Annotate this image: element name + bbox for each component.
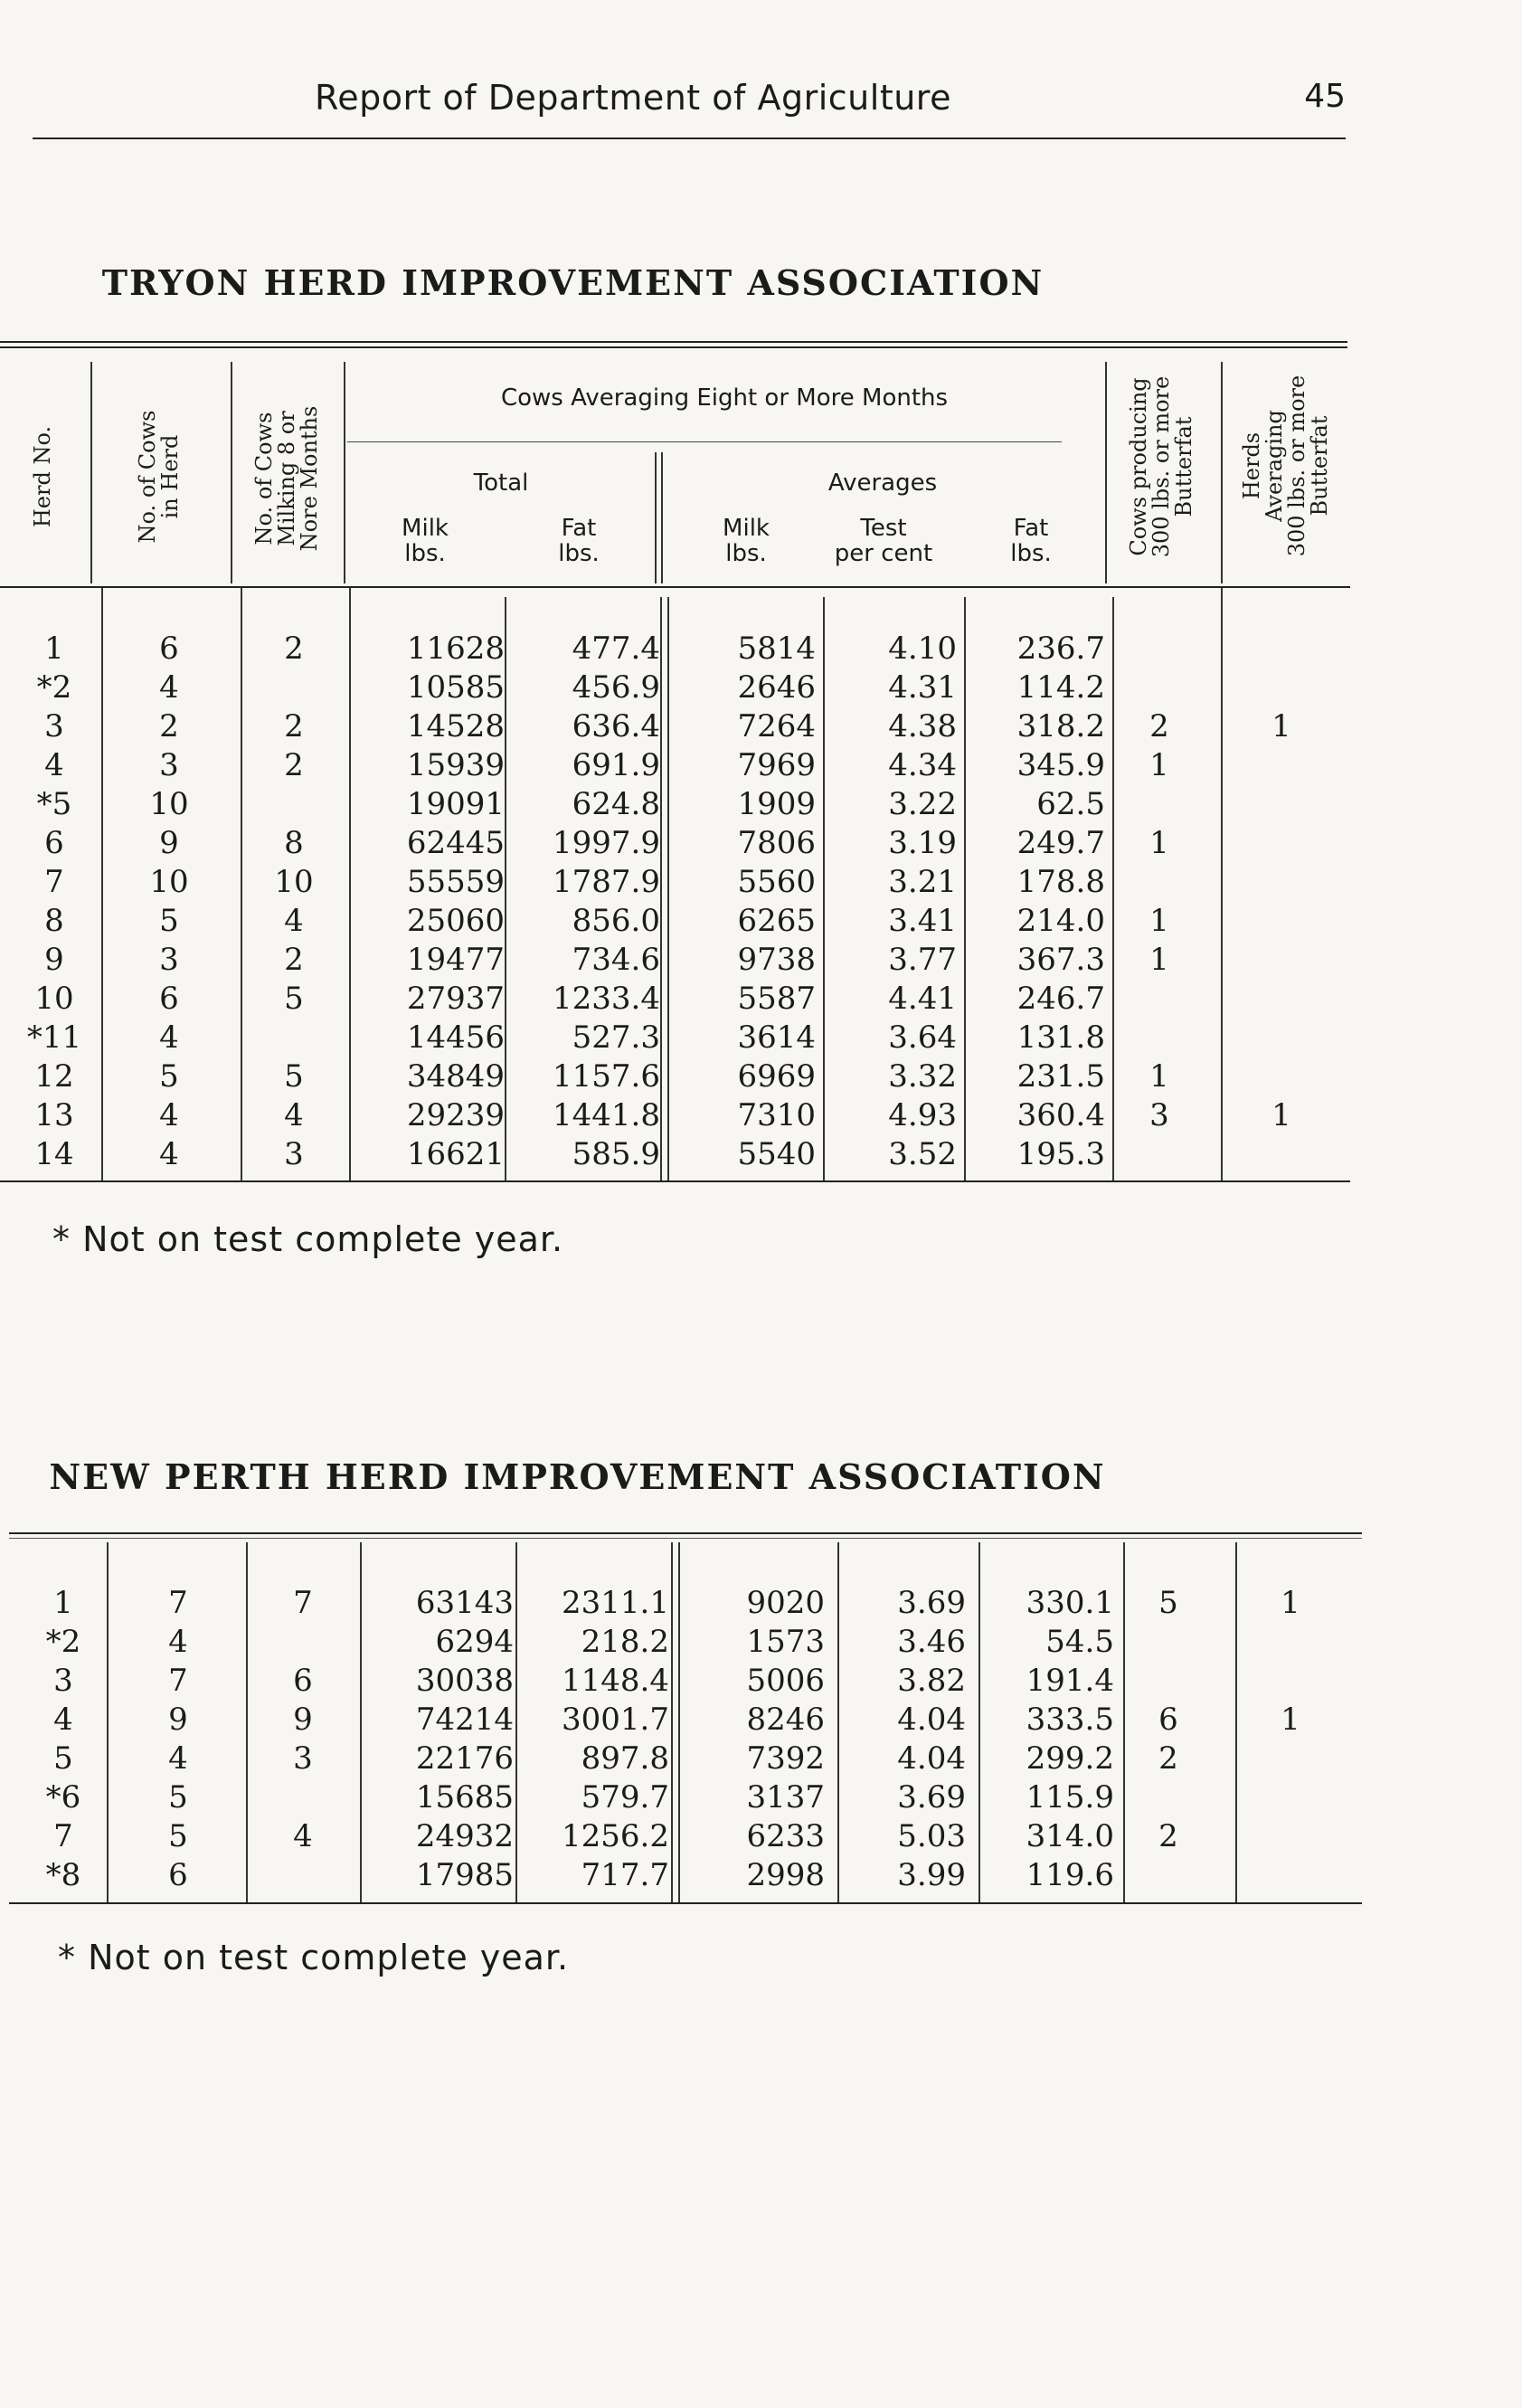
avg-fat-cell: 195.3 xyxy=(1016,1135,1105,1172)
avg-test-cell: 3.46 xyxy=(897,1623,966,1660)
cows-300-cell: 5 xyxy=(1158,1584,1178,1621)
herds-300-cell xyxy=(1223,1622,1358,1661)
header-rule-bottom xyxy=(0,586,1350,588)
avg-test-cell: 3.64 xyxy=(888,1019,957,1056)
cows-300-cell xyxy=(1105,862,1214,901)
cows-milking-cell: 9 xyxy=(293,1701,313,1738)
tryon-data xyxy=(9,629,1349,1173)
herd-no-cell: 7 xyxy=(53,1817,73,1854)
total-fat-cell: 456.9 xyxy=(572,668,660,706)
group-rule xyxy=(347,441,1062,442)
new-perth-data xyxy=(18,1583,1358,1894)
avg-milk-cell: 3137 xyxy=(746,1778,825,1815)
cows-300-cell: 1 xyxy=(1149,746,1169,783)
cows-300-cell: 2 xyxy=(1158,1817,1178,1854)
cows-in-herd-cell: 5 xyxy=(168,1778,188,1815)
cows-in-herd-cell: 2 xyxy=(159,707,179,744)
avg-fat-cell: 131.8 xyxy=(1016,1019,1105,1056)
cows-in-herd-cell: 5 xyxy=(168,1817,188,1854)
avg-fat-cell: 318.2 xyxy=(1016,707,1105,744)
avg-fat-cell: 236.7 xyxy=(1016,630,1105,667)
avg-fat-cell: 115.9 xyxy=(1026,1778,1114,1815)
cows-in-herd-cell: 4 xyxy=(159,1096,179,1133)
herds-300-cell xyxy=(1223,1778,1358,1816)
table-row xyxy=(9,706,1349,745)
cows-milking-cell: 2 xyxy=(284,941,304,978)
avg-test-cell: 3.52 xyxy=(888,1135,957,1172)
avg-milk-cell: 2646 xyxy=(737,668,816,706)
cows-in-herd-cell: 3 xyxy=(159,941,179,978)
total-fat-cell: 1148.4 xyxy=(562,1662,669,1699)
total-fat-cell: 624.8 xyxy=(572,785,660,822)
avg-milk-cell: 7310 xyxy=(737,1096,816,1133)
avg-fat-cell: 330.1 xyxy=(1026,1584,1114,1621)
total-fat-cell: 3001.7 xyxy=(562,1701,669,1738)
total-fat-cell: 856.0 xyxy=(572,902,660,939)
herd-no-cell: 4 xyxy=(44,746,64,783)
herds-300-cell xyxy=(1214,901,1349,940)
table-row xyxy=(9,901,1349,940)
herd-no-cell: 3 xyxy=(53,1662,73,1699)
herds-300-cell xyxy=(1214,979,1349,1018)
cows-milking-cell: 2 xyxy=(284,630,304,667)
herd-no-cell: 4 xyxy=(53,1701,73,1738)
avg-test-cell: 4.10 xyxy=(888,630,957,667)
herds-300-cell: 1 xyxy=(1281,1584,1300,1621)
avg-test-cell: 3.69 xyxy=(897,1584,966,1621)
running-head: Report of Department of Agriculture xyxy=(315,78,951,118)
herds-300-cell: 1 xyxy=(1271,707,1291,744)
herds-300-cell xyxy=(1214,1057,1349,1095)
avg-milk-cell: 5814 xyxy=(737,630,816,667)
avg-milk-cell: 7392 xyxy=(746,1740,825,1777)
cows-milking-cell: 5 xyxy=(284,980,304,1017)
avg-test-cell: 3.41 xyxy=(888,902,957,939)
avg-test-cell: 4.31 xyxy=(888,668,957,706)
avg-test-cell: 3.82 xyxy=(897,1662,966,1699)
avg-test-cell: 4.34 xyxy=(888,746,957,783)
avg-fat-cell: 114.2 xyxy=(1016,668,1105,706)
total-fat-cell: 579.7 xyxy=(581,1778,669,1815)
cows-in-herd-cell: 10 xyxy=(149,785,189,822)
total-fat-cell: 1256.2 xyxy=(562,1817,669,1854)
cows-milking-cell: 3 xyxy=(293,1740,313,1777)
avg-milk-cell: 9738 xyxy=(737,941,816,978)
avg-test-cell: 4.41 xyxy=(888,980,957,1017)
table-row xyxy=(18,1700,1358,1739)
table-row xyxy=(9,1018,1349,1057)
fat-header: Fat lbs. xyxy=(558,515,600,567)
table-row xyxy=(9,668,1349,706)
cows-milking-header: No. of Cows Milking 8 or Nore Months xyxy=(251,405,322,552)
page-header xyxy=(33,74,1346,139)
herd-no-cell: 1 xyxy=(53,1584,73,1621)
avg-fat-cell: 231.5 xyxy=(1016,1057,1105,1095)
herds-300-cell xyxy=(1214,1134,1349,1173)
total-milk-cell: 29239 xyxy=(406,1096,505,1133)
total-fat-cell: 1997.9 xyxy=(553,824,660,861)
avg-milk-cell: 3614 xyxy=(737,1019,816,1056)
herd-no-cell: *5 xyxy=(36,785,72,822)
total-milk-cell: 16621 xyxy=(406,1135,505,1172)
table-row xyxy=(18,1816,1358,1855)
cows-milking-cell: 7 xyxy=(293,1584,313,1621)
herd-no-cell: 7 xyxy=(44,863,64,900)
avg-milk-cell: 2998 xyxy=(746,1856,825,1893)
herd-no-cell: 14 xyxy=(34,1135,74,1172)
total-milk-cell: 19477 xyxy=(406,941,505,978)
herd-no-cell: 8 xyxy=(44,902,64,939)
avg-test-cell: 4.93 xyxy=(888,1096,957,1133)
cows-300-cell: 2 xyxy=(1158,1740,1178,1777)
avg-test-cell: 4.38 xyxy=(888,707,957,744)
total-milk-cell: 10585 xyxy=(406,668,505,706)
avg-fat-cell: 62.5 xyxy=(1036,785,1105,822)
cows-300-cell: 1 xyxy=(1149,902,1169,939)
avg-test-cell: 3.77 xyxy=(888,941,957,978)
avg-milk-cell: 6265 xyxy=(737,902,816,939)
herds-300-cell: 1 xyxy=(1281,1701,1300,1738)
table-row xyxy=(9,979,1349,1018)
avg-milk-cell: 5540 xyxy=(737,1135,816,1172)
table-row xyxy=(9,823,1349,862)
table-row xyxy=(9,784,1349,823)
total-milk-cell: 19091 xyxy=(406,785,505,822)
table-row xyxy=(9,1095,1349,1134)
avg-milk-cell: 1909 xyxy=(737,785,816,822)
herd-no-cell: 3 xyxy=(44,707,64,744)
cows-300-cell: 2 xyxy=(1149,707,1169,744)
total-fat-cell: 897.8 xyxy=(581,1740,669,1777)
total-fat-cell: 477.4 xyxy=(572,630,660,667)
cows-300-cell: 1 xyxy=(1149,941,1169,978)
herds-300-cell xyxy=(1214,629,1349,668)
avg-milk-cell: 1573 xyxy=(746,1623,825,1660)
table-row xyxy=(18,1855,1358,1894)
group-header: Cows Averaging Eight or More Months xyxy=(500,384,949,412)
total-milk-cell: 22176 xyxy=(415,1740,514,1777)
herd-no-header: Herd No. xyxy=(30,425,55,528)
avg-milk-cell: 7969 xyxy=(737,746,816,783)
avg-fat-cell: 178.8 xyxy=(1016,863,1105,900)
cows-milking-cell xyxy=(239,1018,349,1057)
total-fat-cell: 734.6 xyxy=(572,941,660,978)
herd-no-cell: 1 xyxy=(44,630,64,667)
avg-milk-cell: 9020 xyxy=(746,1584,825,1621)
herd-no-cell: 13 xyxy=(34,1096,74,1133)
avg-test-cell: 3.69 xyxy=(897,1778,966,1815)
avg-fat-cell: 119.6 xyxy=(1026,1856,1114,1893)
milk-header: Milk lbs. xyxy=(402,515,449,567)
table-row xyxy=(18,1739,1358,1778)
cows-milking-cell: 5 xyxy=(284,1057,304,1095)
herds-300-header: Herds Averaging 300 lbs. or more Butterfat xyxy=(1239,374,1332,557)
cows-300-cell xyxy=(1105,784,1214,823)
avg-milk-cell: 6233 xyxy=(746,1817,825,1854)
herd-no-cell: 12 xyxy=(34,1057,74,1095)
total-fat-cell: 1787.9 xyxy=(553,863,660,900)
cows-300-header: Cows producing 300 lbs. or more Butterfat xyxy=(1126,375,1196,558)
table-row xyxy=(18,1778,1358,1816)
total-milk-cell: 15685 xyxy=(415,1778,514,1815)
avg-milk-cell: 5560 xyxy=(737,863,816,900)
herd-no-cell: *2 xyxy=(45,1623,81,1660)
total-fat-cell: 691.9 xyxy=(572,746,660,783)
cows-milking-cell: 4 xyxy=(284,1096,304,1133)
cows-milking-cell xyxy=(248,1778,358,1816)
cows-300-cell: 1 xyxy=(1149,1057,1169,1095)
cows-in-herd-cell: 10 xyxy=(149,863,189,900)
total-milk-cell: 25060 xyxy=(406,902,505,939)
cows-milking-cell: 4 xyxy=(284,902,304,939)
cows-300-cell: 1 xyxy=(1149,824,1169,861)
cows-in-herd-cell: 5 xyxy=(159,1057,179,1095)
herds-300-cell xyxy=(1223,1661,1358,1700)
total-milk-cell: 24932 xyxy=(415,1817,514,1854)
avg-test-cell: 3.99 xyxy=(897,1856,966,1893)
total-milk-cell: 63143 xyxy=(415,1584,514,1621)
cows-milking-cell: 3 xyxy=(284,1135,304,1172)
avg-test-cell: 4.04 xyxy=(897,1701,966,1738)
cows-300-cell xyxy=(1105,668,1214,706)
cows-in-herd-cell: 3 xyxy=(159,746,179,783)
cows-300-cell xyxy=(1105,979,1214,1018)
cows-milking-cell xyxy=(248,1622,358,1661)
cows-milking-cell: 10 xyxy=(274,863,314,900)
avg-milk-cell: 7264 xyxy=(737,707,816,744)
avg-fat-cell: 299.2 xyxy=(1026,1740,1114,1777)
herd-no-cell: *11 xyxy=(26,1019,82,1056)
herd-no-cell: 10 xyxy=(34,980,74,1017)
total-milk-cell: 74214 xyxy=(415,1701,514,1738)
cows-in-herd-cell: 9 xyxy=(168,1701,188,1738)
avg-test-cell: 3.32 xyxy=(888,1057,957,1095)
new-perth-title: NEW PERTH HERD IMPROVEMENT ASSOCIATION xyxy=(49,1456,1106,1497)
averages-header: Averages xyxy=(827,469,938,497)
table-row xyxy=(9,862,1349,901)
cows-in-herd-cell: 4 xyxy=(159,1019,179,1056)
avg-milk-cell: 5006 xyxy=(746,1662,825,1699)
table-row xyxy=(9,1134,1349,1173)
tryon-footnote: * Not on test complete year. xyxy=(52,1219,564,1259)
total-fat-cell: 218.2 xyxy=(581,1623,669,1660)
herd-no-cell: 5 xyxy=(53,1740,73,1777)
avg-fat-cell: 249.7 xyxy=(1016,824,1105,861)
table-row xyxy=(9,1057,1349,1095)
total-fat-cell: 527.3 xyxy=(572,1019,660,1056)
total-fat-cell: 717.7 xyxy=(581,1856,669,1893)
herds-300-cell: 1 xyxy=(1271,1096,1291,1133)
cows-in-herd-cell: 5 xyxy=(159,902,179,939)
cows-in-herd-cell: 6 xyxy=(159,980,179,1017)
avg-milk-cell: 6969 xyxy=(737,1057,816,1095)
avg-fat-header: Fat lbs. xyxy=(1010,515,1052,567)
herds-300-cell xyxy=(1223,1855,1358,1894)
cows-milking-cell: 8 xyxy=(284,824,304,861)
herds-300-cell xyxy=(1214,823,1349,862)
avg-test-cell: 3.21 xyxy=(888,863,957,900)
cows-milking-cell: 6 xyxy=(293,1662,313,1699)
total-fat-cell: 1233.4 xyxy=(553,980,660,1017)
cows-milking-cell xyxy=(239,668,349,706)
new-perth-footnote: * Not on test complete year. xyxy=(58,1938,570,1977)
herd-no-cell: 9 xyxy=(44,941,64,978)
total-milk-cell: 14456 xyxy=(406,1019,505,1056)
cows-milking-cell xyxy=(239,784,349,823)
total-milk-cell: 11628 xyxy=(406,630,505,667)
herds-300-cell xyxy=(1214,784,1349,823)
cows-in-herd-cell: 6 xyxy=(168,1856,188,1893)
avg-milk-cell: 8246 xyxy=(746,1701,825,1738)
herd-no-cell: *8 xyxy=(45,1856,81,1893)
table-row xyxy=(18,1583,1358,1622)
table-row xyxy=(9,745,1349,784)
cows-in-herd-cell: 4 xyxy=(159,1135,179,1172)
cows-300-cell: 6 xyxy=(1158,1701,1178,1738)
total-milk-cell: 15939 xyxy=(406,746,505,783)
avg-test-cell: 3.19 xyxy=(888,824,957,861)
total-milk-cell: 55559 xyxy=(406,863,505,900)
avg-milk-cell: 5587 xyxy=(737,980,816,1017)
total-fat-cell: 1157.6 xyxy=(553,1057,660,1095)
table-row xyxy=(18,1661,1358,1700)
total-header: Total xyxy=(473,469,529,497)
cows-in-herd-cell: 6 xyxy=(159,630,179,667)
cows-300-cell: 3 xyxy=(1149,1096,1169,1133)
table-row xyxy=(9,629,1349,668)
total-fat-cell: 636.4 xyxy=(572,707,660,744)
cows-300-cell xyxy=(1105,629,1214,668)
table-row xyxy=(9,940,1349,979)
herd-no-cell: 6 xyxy=(44,824,64,861)
avg-fat-cell: 345.9 xyxy=(1016,746,1105,783)
cows-in-herd-cell: 9 xyxy=(159,824,179,861)
avg-fat-cell: 367.3 xyxy=(1016,941,1105,978)
total-milk-cell: 34849 xyxy=(406,1057,505,1095)
herd-no-cell: *2 xyxy=(36,668,72,706)
herds-300-cell xyxy=(1223,1816,1358,1855)
herds-300-cell xyxy=(1214,745,1349,784)
avg-fat-cell: 314.0 xyxy=(1026,1817,1114,1854)
cows-300-cell xyxy=(1114,1661,1223,1700)
avg-fat-cell: 191.4 xyxy=(1026,1662,1114,1699)
test-header: Test per cent xyxy=(834,515,933,567)
cows-300-cell xyxy=(1105,1134,1214,1173)
total-fat-cell: 2311.1 xyxy=(562,1584,669,1621)
cows-in-herd-cell: 4 xyxy=(168,1623,188,1660)
herd-no-cell: *6 xyxy=(45,1778,81,1815)
tryon-title: TRYON HERD IMPROVEMENT ASSOCIATION xyxy=(101,262,1045,303)
header-rule-top xyxy=(0,341,1347,343)
cows-in-herd-cell: 7 xyxy=(168,1662,188,1699)
total-fat-cell: 1441.8 xyxy=(553,1096,660,1133)
cows-in-herd-cell: 7 xyxy=(168,1584,188,1621)
total-milk-cell: 27937 xyxy=(406,980,505,1017)
avg-milk-cell: 7806 xyxy=(737,824,816,861)
herds-300-cell xyxy=(1214,668,1349,706)
avg-test-cell: 3.22 xyxy=(888,785,957,822)
avg-test-cell: 4.04 xyxy=(897,1740,966,1777)
page-number: 45 xyxy=(1304,78,1346,115)
avg-milk-header: Milk lbs. xyxy=(723,515,770,567)
herds-300-cell xyxy=(1214,862,1349,901)
cows-300-cell xyxy=(1114,1622,1223,1661)
cows-300-cell xyxy=(1114,1778,1223,1816)
header-rule-top-2 xyxy=(0,346,1347,348)
cows-300-cell xyxy=(1105,1018,1214,1057)
cows-milking-cell: 2 xyxy=(284,707,304,744)
cows-in-herd-cell: 4 xyxy=(168,1740,188,1777)
total-milk-cell: 14528 xyxy=(406,707,505,744)
total-milk-cell: 17985 xyxy=(415,1856,514,1893)
avg-fat-cell: 214.0 xyxy=(1016,902,1105,939)
avg-fat-cell: 333.5 xyxy=(1026,1701,1114,1738)
avg-fat-cell: 360.4 xyxy=(1016,1096,1105,1133)
avg-test-cell: 5.03 xyxy=(897,1817,966,1854)
table-rule-bottom xyxy=(0,1180,1350,1182)
cows-in-herd-cell: 4 xyxy=(159,668,179,706)
cows-in-herd-header: No. of Cows in Herd xyxy=(135,410,183,544)
cows-milking-cell: 4 xyxy=(293,1817,313,1854)
total-milk-cell: 6294 xyxy=(435,1623,514,1660)
total-milk-cell: 30038 xyxy=(415,1662,514,1699)
cows-milking-cell: 2 xyxy=(284,746,304,783)
table-row xyxy=(18,1622,1358,1661)
cows-milking-cell xyxy=(248,1855,358,1894)
avg-fat-cell: 246.7 xyxy=(1016,980,1105,1017)
total-fat-cell: 585.9 xyxy=(572,1135,660,1172)
herds-300-cell xyxy=(1214,1018,1349,1057)
herds-300-cell xyxy=(1214,940,1349,979)
cows-300-cell xyxy=(1114,1855,1223,1894)
herds-300-cell xyxy=(1223,1739,1358,1778)
total-milk-cell: 62445 xyxy=(406,824,505,861)
avg-fat-cell: 54.5 xyxy=(1045,1623,1114,1660)
